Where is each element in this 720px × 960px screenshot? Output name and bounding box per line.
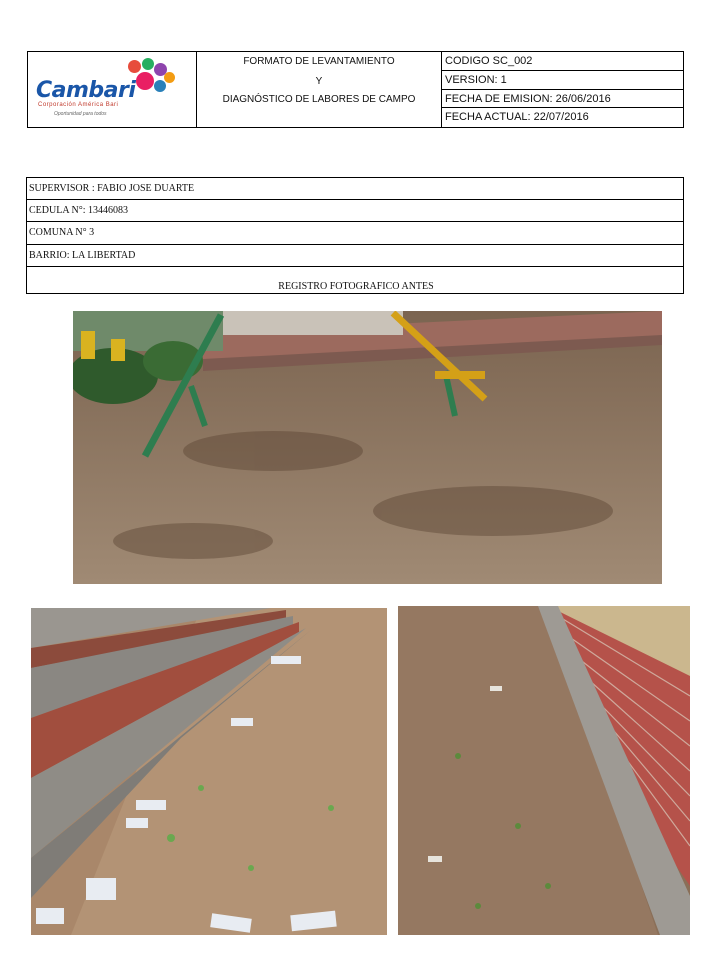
supervisor-row: SUPERVISOR : FABIO JOSE DUARTE <box>27 178 683 200</box>
title-line-1: FORMATO DE LEVANTAMIENTO <box>243 56 395 67</box>
company-logo <box>36 58 186 120</box>
codigo-field: CODIGO SC_002 <box>442 52 683 71</box>
logo-tagline: Oportunidad para todos <box>54 111 107 117</box>
logo-subtitle: Corporación América Bari <box>38 102 119 108</box>
title-line-2: Y <box>315 76 323 87</box>
barrio-row: BARRIO: LA LIBERTAD <box>27 245 683 267</box>
park-seesaw-photo <box>73 311 662 584</box>
info-table <box>26 177 684 294</box>
version-field: VERSION: 1 <box>442 71 683 90</box>
logo-brand: Cambari <box>36 78 136 103</box>
fecha-emision-field: FECHA DE EMISION: 26/06/2016 <box>442 90 683 109</box>
registro-heading: REGISTRO FOTOGRAFICO ANTES <box>278 280 434 292</box>
header-table <box>27 51 684 128</box>
bleachers-litter-photo <box>31 608 387 935</box>
brick-wall-path-photo <box>398 606 690 935</box>
fecha-actual-field: FECHA ACTUAL: 22/07/2016 <box>445 111 589 124</box>
title-line-3: DIAGNÓSTICO DE LABORES DE CAMPO <box>222 94 416 105</box>
logo-cell <box>28 52 197 127</box>
form-meta <box>442 52 683 127</box>
form-title <box>197 52 442 127</box>
cedula-row: CEDULA N°: 13446083 <box>27 200 683 222</box>
comuna-row: COMUNA N° 3 <box>27 222 683 244</box>
